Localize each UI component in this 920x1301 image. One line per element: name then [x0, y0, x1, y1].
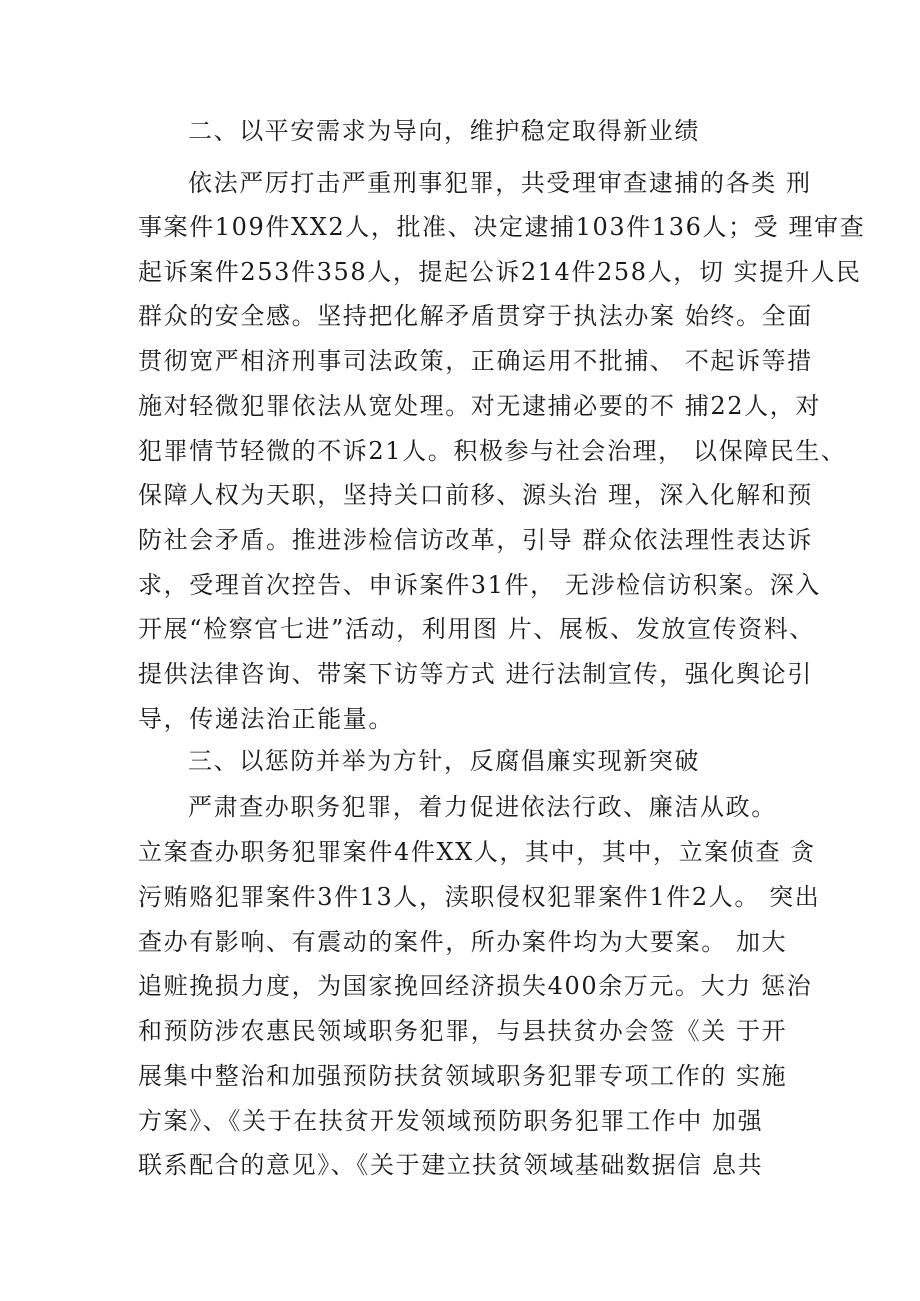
- text-line: 开展“检察官七进”活动，利用图 片、展板、发放宣传资料、: [138, 615, 815, 643]
- text-line: 求，受理首次控告、申诉案件31件， 无涉检信访积案。深入: [138, 571, 821, 599]
- text-line: 事案件109件XX2人，批准、决定逮捕103件136人；受 理审查: [138, 213, 866, 241]
- text-line: 联系配合的意见》、《关于建立扶贫领域基础数据信 息共: [138, 1151, 764, 1179]
- section-heading-3: 三、以惩防并举为方针，反腐倡廉实现新突破: [188, 747, 700, 775]
- text-line: 展集中整治和加强预防扶贫领域职务犯罪专项工作的 实施: [138, 1062, 788, 1090]
- text-line: 防社会矛盾。推进涉检信访改革，引导 群众依法理性表达诉: [138, 526, 813, 554]
- text-line: 依法严厉打击严重刑事犯罪，共受理审查逮捕的各类 刑: [188, 169, 812, 197]
- text-line: 贯彻宽严相济刑事司法政策，正确运用不批捕、 不起诉等措: [138, 347, 813, 375]
- text-line: 追赃挽损力度，为国家挽回经济损失400余万元。大力 惩治: [138, 972, 813, 1000]
- text-line: 严肃查办职务犯罪，着力促进依法行政、廉洁从政。: [188, 793, 777, 821]
- text-line: 查办有影响、有震动的案件，所办案件均为大要案。 加大: [138, 928, 788, 956]
- text-line: 保障人权为天职，坚持关口前移、源头治 理，深入化解和预: [138, 481, 813, 509]
- text-line: 污贿赂犯罪案件3件13人，渎职侵权犯罪案件1件2人。 突出: [138, 883, 821, 911]
- text-line: 犯罪情节轻微的不诉21人。积极参与社会治理， 以保障民生、: [138, 437, 847, 465]
- section-heading-2: 二、以平安需求为导向，维护稳定取得新业绩: [188, 117, 700, 145]
- text-line: 导，传递法治正能量。: [138, 705, 394, 733]
- text-line: 方案》、《关于在扶贫开发领域预防职务犯罪工作中 加强: [138, 1107, 764, 1135]
- text-line: 和预防涉农惠民领域职务犯罪，与县扶贫办会签《关 于开: [138, 1017, 788, 1045]
- text-line: 施对轻微犯罪依法从宽处理。对无逮捕必要的不 捕22人，对: [138, 392, 821, 420]
- text-line: 群众的安全感。坚持把化解矛盾贯穿于执法办案 始终。全面: [138, 302, 813, 330]
- text-line: 起诉案件253件358人，提起公诉214件258人，切 实提升人民: [138, 258, 862, 286]
- text-line: 提供法律咨询、带案下访等方式 进行法制宣传，强化舆论引: [138, 660, 813, 688]
- text-line: 立案查办职务犯罪案件4件XX人，其中，其中，立案侦查 贪: [138, 838, 816, 866]
